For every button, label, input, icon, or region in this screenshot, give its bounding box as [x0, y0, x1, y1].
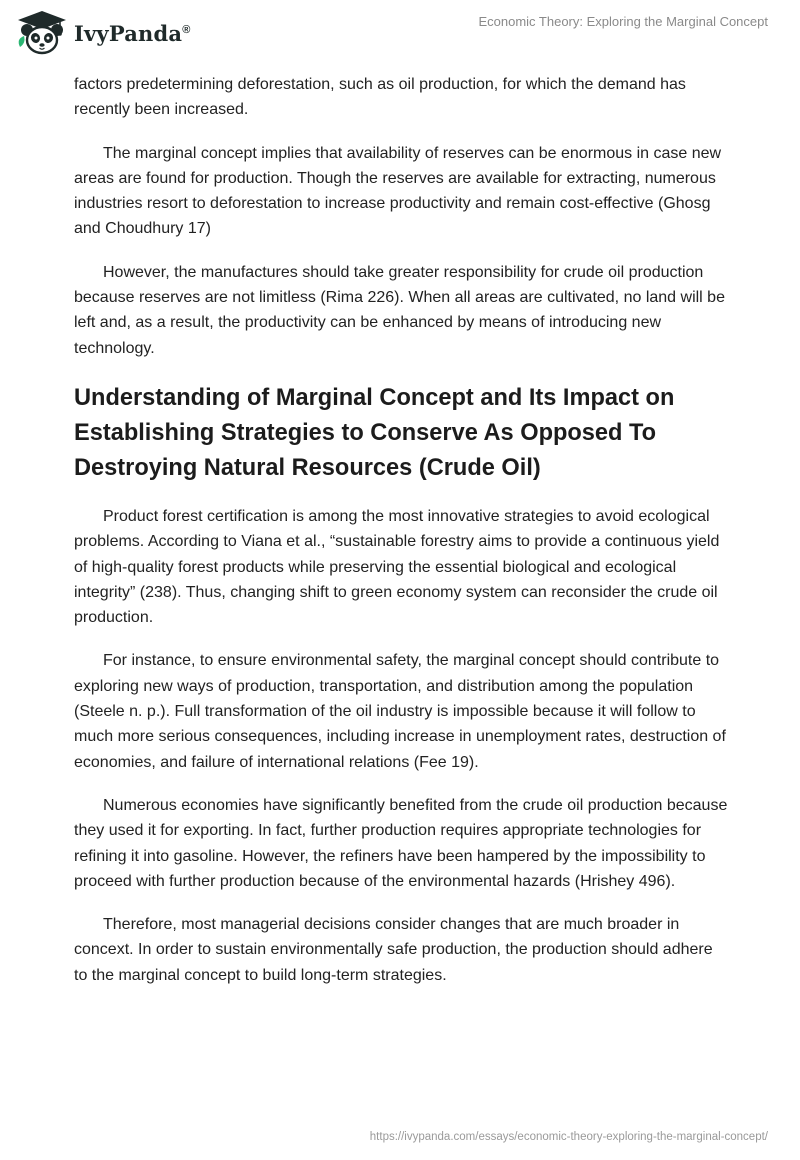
- essay-body: [74, 72, 730, 1006]
- paragraph-continued: factors predetermining deforestation, such as oil production, for which the demand has recently been increased.: [74, 76, 686, 119]
- logo-wordmark: IvyPanda®: [74, 20, 191, 46]
- paragraph: For instance, to ensure environmental safety, the marginal concept should contribute to exploring new ways of production, transportation, and distribution among the population (Steele n. p.). Full transformation of the oil industry is impossible because it will follow to much more serious consequences, including increase in unemployment rates, destruction of economies, and failure of international relations (Fee 19).: [74, 652, 726, 771]
- ivypanda-logo[interactable]: [14, 9, 191, 57]
- paragraph: Therefore, most managerial decisions consider changes that are much broader in concext. In order to sustain environmentally safe production, the production should adhere to the marginal concept to build long-term strategies.: [74, 916, 713, 984]
- paragraph: However, the manufactures should take greater responsibility for crude oil production because reserves are not limitless (Rima 226). When all areas are cultivated, no land will be left and, as a result, the productivity can be enhanced by means of introducing new technology.: [74, 263, 725, 357]
- document-title: Economic Theory: Exploring the Marginal Concept: [478, 14, 768, 29]
- source-url[interactable]: https://ivypanda.com/essays/economic-theory-exploring-the-marginal-concept/: [369, 1131, 768, 1143]
- paragraph: Product forest certification is among the most innovative strategies to avoid ecological problems. According to Viana et al., “sustainable forestry aims to provide a continuous yield of high-quality forest products while preserving the essential biological and ecological integrity” (238). Thus, changing shift to green economy system can reconsider the crude oil production.: [74, 507, 720, 627]
- paragraph: The marginal concept implies that availability of reserves can be enormous in case new areas are found for production. Though the reserves are available for extracting, numerous industries resort to deforestation to increase productivity and remain cost-effective (Ghosg and Choudhury 17): [74, 144, 722, 238]
- section-heading: Understanding of Marginal Concept and Its Impact on Establishing Strategies to Conserve As Opposed To Destroying Natural Resources (Crude Oil): [74, 384, 675, 481]
- panda-graduation-cap-icon: [14, 9, 70, 57]
- paragraph: Numerous economies have significantly benefited from the crude oil production because they used it for exporting. In fact, further production requires appropriate technologies for refining it into gasoline. However, the refiners have been hampered by the impossibility to proceed with further production because of the environmental hazards (Hrishey 496).: [74, 796, 728, 890]
- page-header: [0, 0, 800, 64]
